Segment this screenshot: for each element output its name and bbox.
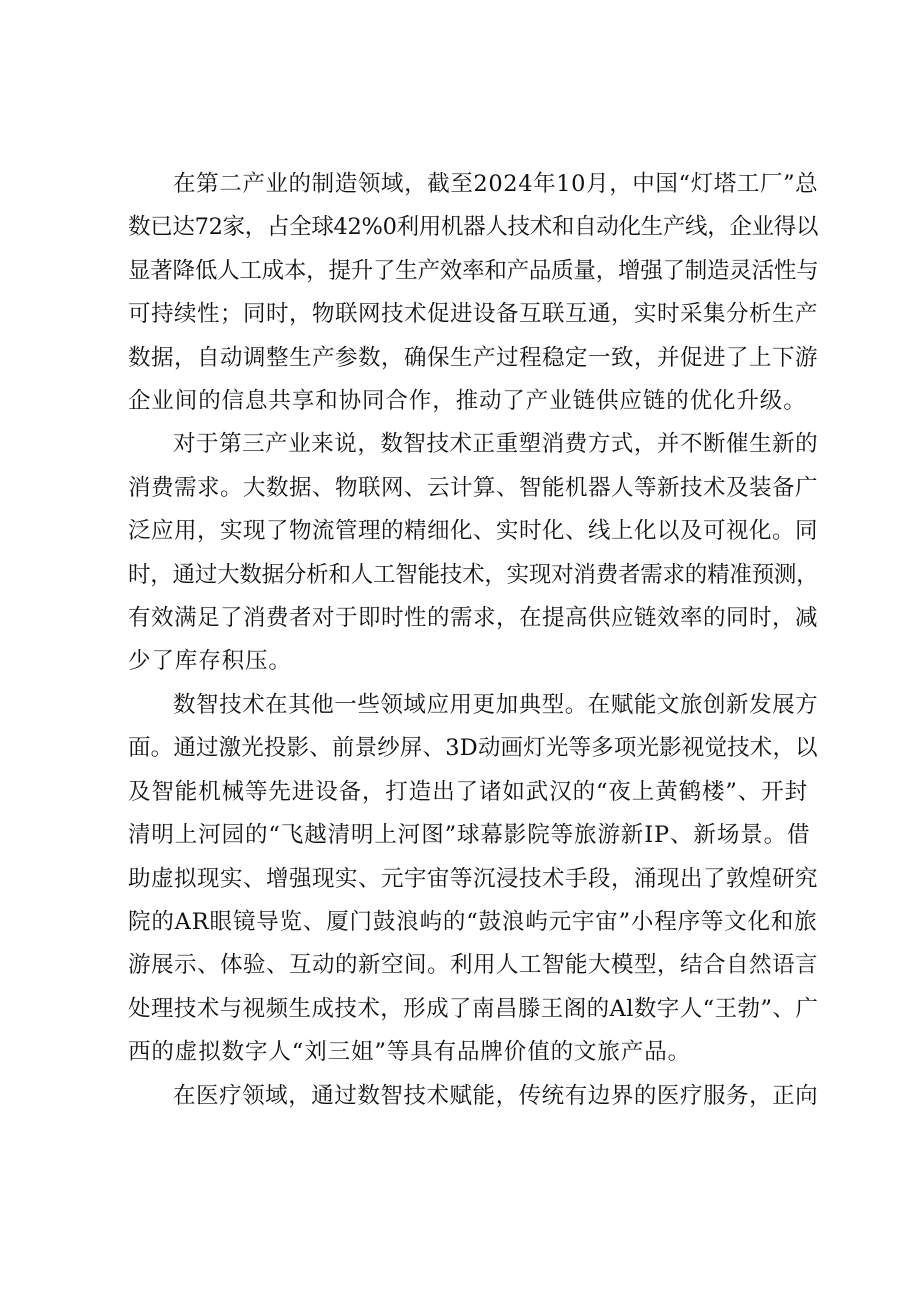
text-line: 西的虚拟数字人“刘三姐”等具有品牌价值的文旅产品。 (128, 1039, 692, 1066)
text-line: 及智能机械等先进设备，打造出了诸如武汉的“夜上黄鹤楼”、开封 (128, 778, 809, 805)
text-line: 在第二产业的制造领域，截至2024年10月，中国“灯塔工厂”总 (173, 171, 819, 197)
text-line: 少了库存积压。 (128, 648, 292, 675)
text-line: 处理技术与视频生成技术，形成了南昌滕王阁的Al数字人“王勃”、广 (128, 995, 819, 1022)
text-line: 在医疗领域，通过数智技术赋能，传统有边界的医疗服务，正向 (173, 1082, 819, 1109)
text-line: 企业间的信息共享和协同合作，推动了产业链供应链的优化升级。 (128, 388, 807, 415)
paragraph-medical (128, 1075, 818, 1118)
paragraph-tertiary-industry (128, 423, 818, 683)
text-line: 泛应用，实现了物流管理的精细化、实时化、线上化以及可视化。同 (128, 518, 819, 545)
text-line: 清明上河园的“飞越清明上河图”球幕影院等旅游新IP、新场景。借 (128, 822, 811, 849)
text-line: 游展示、体验、互动的新空间。利用人工智能大模型，结合自然语言 (128, 952, 819, 979)
paragraph-culture-tourism (128, 684, 818, 1075)
text-line: 数已达72家，占全球42%0利用机器人技术和自动化生产线，企业得以 (128, 214, 819, 241)
text-line: 显著降低人工成本，提升了生产效率和产品质量，增强了制造灵活性与 (128, 257, 819, 284)
paragraph-manufacturing (128, 163, 818, 423)
text-line: 对于第三产业来说，数智技术正重塑消费方式，并不断催生新的 (173, 431, 819, 458)
text-line: 数据，自动调整生产参数，确保生产过程稳定一致，并促进了上下游 (128, 344, 819, 371)
text-line: 面。通过激光投影、前景纱屏、3D动画灯光等多项光影视觉技术，以 (128, 735, 818, 762)
text-line: 数智技术在其他一些领域应用更加典型。在赋能文旅创新发展方 (173, 691, 819, 718)
document-body (128, 163, 818, 1118)
text-line: 有效满足了消费者对于即时性的需求，在提高供应链效率的同时，减 (128, 605, 819, 632)
text-line: 消费需求。大数据、物联网、云计算、智能机器人等新技术及装备广 (128, 474, 819, 501)
text-line: 可持续性；同时，物联网技术促进设备互联互通，实时采集分析生产 (128, 301, 819, 328)
text-line: 助虚拟现实、增强现实、元宇宙等沉浸技术手段，涌现出了敦煌研究 (128, 865, 819, 892)
text-line: 时，通过大数据分析和人工智能技术，实现对消费者需求的精准预测， (128, 561, 819, 588)
text-line: 院的AR眼镜导览、厦门鼓浪屿的“鼓浪屿元宇宙”小程序等文化和旅 (128, 908, 818, 935)
